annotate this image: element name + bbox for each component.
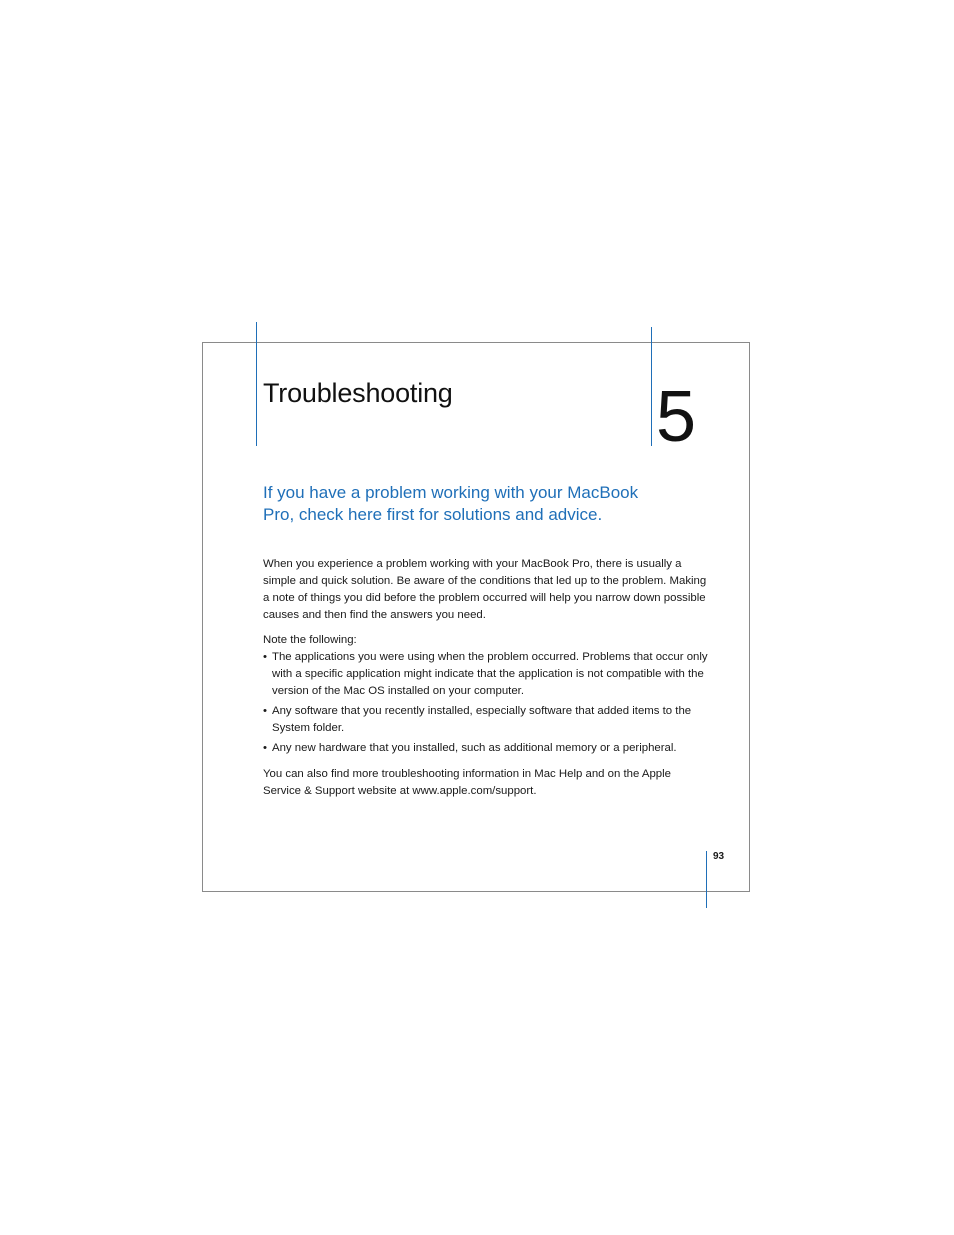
body-paragraph: When you experience a problem working with your MacBook Pro, there is usually a simple and quick solution. Be aware of the conditions that led up to the problem. Making a note of things you did before the problem occurred will help you narrow down possible causes and then find the answers you need.	[263, 558, 707, 621]
list-item	[263, 649, 708, 700]
closing-paragraph: You can also find more troubleshooting information in Mac Help and on the Apple Service & Support website at www.apple.com/support.	[263, 768, 672, 797]
page-number-rule	[706, 851, 707, 908]
list-item-text: Any software that you recently installed, especially software that added items to the System folder.	[272, 705, 692, 734]
chapter-number-rule	[651, 327, 652, 446]
bullet-marker: •	[263, 705, 267, 717]
chapter-number: 5	[656, 377, 697, 457]
list-item-text: Any new hardware that you installed, such as additional memory or a peripheral.	[272, 742, 677, 754]
chapter-intro: If you have a problem working with your MacBook Pro, check here first for solutions and advice.	[263, 483, 639, 524]
title-rule	[256, 322, 257, 446]
note-label: Note the following:	[263, 634, 357, 646]
bullet-list	[263, 649, 708, 760]
bullet-marker: •	[263, 651, 267, 663]
bullet-marker: •	[263, 742, 267, 754]
page-number: 93	[713, 851, 725, 862]
chapter-title: Troubleshooting	[263, 378, 453, 408]
list-item	[263, 703, 708, 737]
list-item-text: The applications you were using when the problem occurred. Problems that occur only with a specific application might indicate that the application is not compatible with the version of the Mac OS installed on your computer.	[272, 651, 708, 697]
list-item	[263, 740, 708, 757]
